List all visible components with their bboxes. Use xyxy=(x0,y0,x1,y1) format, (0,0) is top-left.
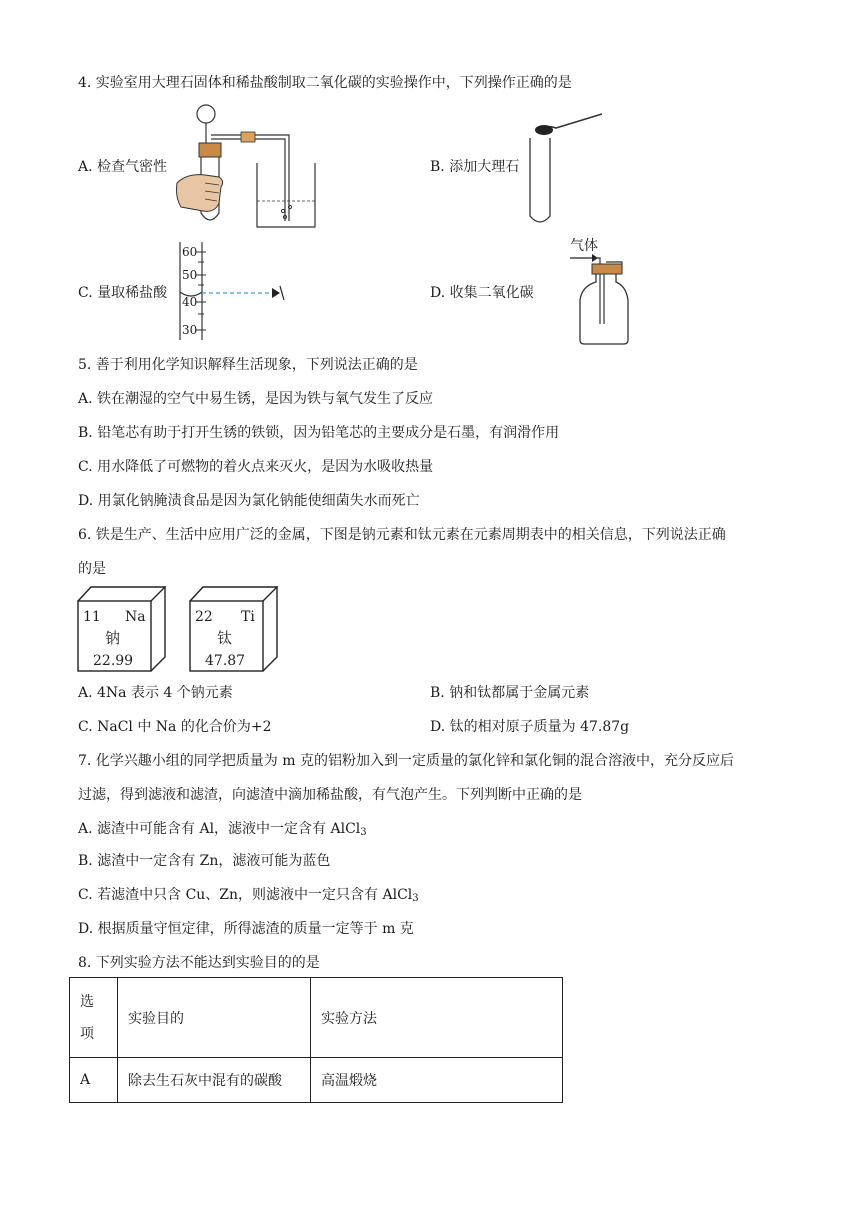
q5-option-c: C. 用水降低了可燃物的着火点来灭火，是因为水吸收热量 xyxy=(78,459,434,475)
q7-option-b: B. 滤渣中一定含有 Zn，滤液可能为蓝色 xyxy=(78,853,331,869)
table-header-row xyxy=(70,978,563,1058)
titanium-atomic-number: 22 xyxy=(195,609,213,625)
q6-option-a: A. 4Na 表示 4 个钠元素 xyxy=(78,685,233,701)
table-row xyxy=(70,1058,563,1103)
sodium-name: 钠 xyxy=(105,629,121,647)
q7-option-d: D. 根据质量守恒定律，所得滤渣的质量一定等于 m 克 xyxy=(78,921,414,937)
scale-label-60: 60 xyxy=(182,245,198,259)
q6-stem-line1: 6. 铁是生产、生活中应用广泛的金属，下图是钠元素和钛元素在元素周期表中的相关信息，下列说法正确 xyxy=(78,527,726,543)
row-option: A xyxy=(70,1058,118,1103)
element-card-titanium xyxy=(187,585,282,675)
titanium-name: 钛 xyxy=(217,629,233,647)
gas-label: 气体 xyxy=(570,238,598,254)
q5-option-d: D. 用氯化钠腌渍食品是因为氯化钠能使细菌失水而死亡 xyxy=(78,493,420,509)
q5-option-a: A. 铁在潮湿的空气中易生锈，是因为铁与氧气发生了反应 xyxy=(78,391,434,407)
q6-option-c: C. NaCl 中 Na 的化合价为+2 xyxy=(78,719,272,735)
element-card-sodium xyxy=(75,585,170,675)
q7-option-c: C. 若滤渣中只含 Cu、Zn，则滤液中一定只含有 AlCl$_3$ xyxy=(78,887,419,904)
sodium-atomic-mass: 22.99 xyxy=(93,653,134,669)
q7-stem-line2: 过滤，得到滤液和滤渣，向滤渣中滴加稀盐酸，有气泡产生。下列判断中正确的是 xyxy=(78,787,582,803)
q5-stem: 5. 善于利用化学知识解释生活现象，下列说法正确的是 xyxy=(78,357,418,373)
q6-option-d: D. 钛的相对原子质量为 47.87g xyxy=(430,719,630,735)
q7-stem-line1: 7. 化学兴趣小组的同学把质量为 m 克的铝粉加入到一定质量的氯化锌和氯化铜的混合溶液中，充分反应后 xyxy=(78,753,734,769)
scale-label-40: 40 xyxy=(182,295,198,309)
gas-collection-bottle-illustration xyxy=(560,236,640,346)
header-method: 实验方法 xyxy=(311,978,563,1058)
airtightness-check-illustration xyxy=(175,103,325,231)
q4-option-a: A. 检查气密性 xyxy=(78,159,168,175)
q5-option-b: B. 铅笔芯有助于打开生锈的铁锁，因为铅笔芯的主要成分是石墨，有润滑作用 xyxy=(78,425,560,441)
header-purpose: 实验目的 xyxy=(118,978,311,1058)
sodium-symbol: Na xyxy=(125,609,146,625)
row-method: 高温煅烧 xyxy=(311,1058,563,1103)
titanium-symbol: Ti xyxy=(241,609,255,625)
add-marble-illustration xyxy=(526,110,606,226)
q4-option-c: C. 量取稀盐酸 xyxy=(78,285,168,301)
q4-stem: 4. 实验室用大理石固体和稀盐酸制取二氧化碳的实验操作中，下列操作正确的是 xyxy=(78,75,572,91)
row-purpose: 除去生石灰中混有的碳酸 xyxy=(118,1058,311,1103)
header-option: 选 项 xyxy=(70,978,118,1058)
scale-label-30: 30 xyxy=(182,323,198,337)
graduated-cylinder-illustration xyxy=(176,242,291,342)
q4-option-d: D. 收集二氧化碳 xyxy=(430,285,534,301)
q6-stem-line2: 的是 xyxy=(78,561,106,577)
q7-option-a: A. 滤渣中可能含有 Al，滤液中一定含有 AlCl$_3$ xyxy=(78,821,367,838)
sodium-atomic-number: 11 xyxy=(83,609,101,625)
q4-option-b: B. 添加大理石 xyxy=(430,159,520,175)
q6-option-b: B. 钠和钛都属于金属元素 xyxy=(430,685,590,701)
q8-stem: 8. 下列实验方法不能达到实验目的的是 xyxy=(78,955,320,971)
scale-label-50: 50 xyxy=(182,268,198,282)
q8-table xyxy=(69,977,563,1103)
titanium-atomic-mass: 47.87 xyxy=(205,653,246,669)
